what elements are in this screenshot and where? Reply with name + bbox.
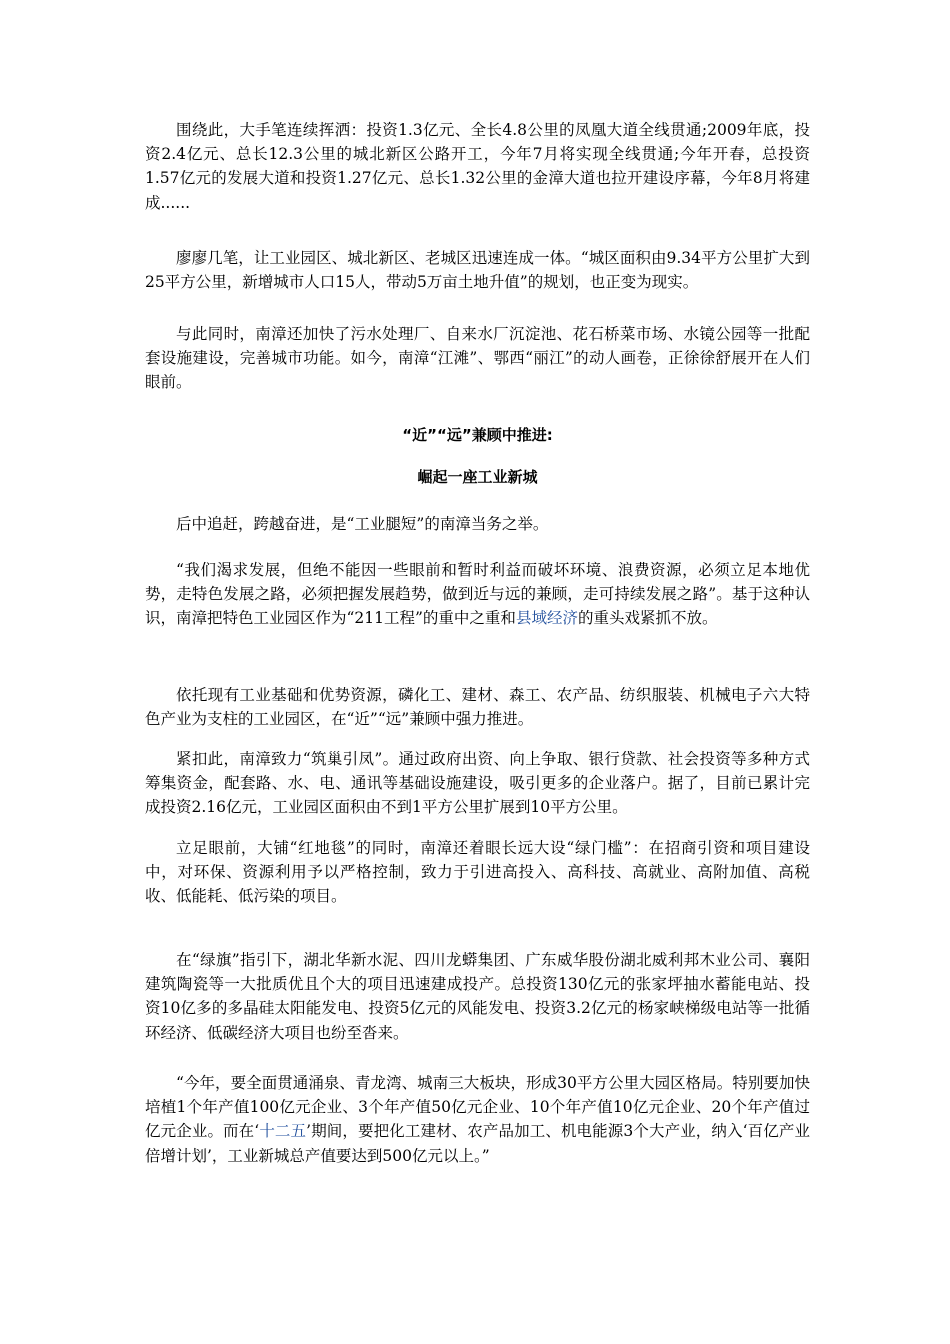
paragraph-road-construction: 围绕此，大手笔连续挥洒：投资1.3亿元、全长4.8公里的凤凰大道全线贯通;2009年底，投资2.4亿元、总长12.3公里的城北新区公路开工，今年7月将实现全线贯通;今年开春，总投资1.57亿元的发展大道和投资1.27亿元、总长1.32公里的金漳大道也拉开建设序幕，今年8月将建成...... (145, 121, 810, 212)
section-heading-line1: “近”“远”兼顾中推进: (402, 426, 553, 444)
paragraph-urban-facilities: 与此同时，南漳还加快了污水处理厂、自来水厂沉淀池、花石桥菜市场、水镜公园等一批配套设施建设，完善城市功能。如今，南漳“江滩”、鄂西“丽江”的动人画卷，正徐徐舒展开在人们眼前。 (145, 325, 810, 392)
section-heading-line2: 崛起一座工业新城 (417, 468, 538, 486)
paragraph-green-threshold: 立足眼前，大铺“红地毯”的同时，南漳还着眼长远大设“绿门槛”：在招商引资和项目建设中，对环保、资源利用予以严格控制，致力于引进高投入、高科技、高就业、高附加值、高税收、低能耗、低污染的项目。 (145, 839, 810, 906)
paragraph-major-projects: 在“绿旗”指引下，湖北华新水泥、四川龙蟒集团、广东威华股份湖北威利邦木业公司、襄阳建筑陶瓷等一大批质优且个大的项目迅速建成投产。总投资130亿元的张家坪抽水蓄能电站、投资10亿多的多晶硅太阳能发电、投资5亿元的风能发电、投资3.2亿元的杨家峡梯级电站等一批循环经济、低碳经济大项目也纷至沓来。 (145, 951, 810, 1042)
paragraph-text-after-link: 的重头戏紧抓不放。 (577, 609, 718, 628)
paragraph-development-quote (145, 558, 810, 631)
paragraph-text-before-link: “今年，要全面贯通涌泉、青龙湾、城南三大板块，形成30平方公里大园区格局。特别要加快培植1个年产值100亿元企业、3个年产值50亿元企业、10个年产值10亿元企业、20个年产值过亿元企业。而在‘ (145, 1074, 810, 1141)
twelfth-five-year-link[interactable]: 十二五 (259, 1122, 307, 1141)
paragraph-city-expansion: 廖廖几笔，让工业园区、城北新区、老城区迅速连成一体。“城区面积由9.34平方公里扩大到25平方公里，新增城市人口15人，带动5万亩土地升值”的规划，也正变为现实。 (145, 249, 810, 292)
paragraph-industrial-park: 依托现有工业基础和优势资源，磷化工、建材、森工、农产品、纺织服装、机械电子六大特色产业为支柱的工业园区，在“近”“远”兼顾中强力推进。 (145, 686, 810, 729)
paragraph-future-plan-quote (145, 1071, 810, 1168)
paragraph-catch-up: 后中追赶，跨越奋进，是“工业腿短”的南漳当务之举。 (176, 515, 549, 533)
paragraph-text-before-link: “我们渴求发展，但绝不能因一些眼前和暂时利益而破坏环境、浪费资源，必须立足本地优势，走特色发展之路，必须把握发展趋势，做到近与远的兼顾，走可持续发展之路”。基于这种认识，南漳把特色工业园区作为“211工程”的重中之重和 (145, 561, 810, 628)
county-economy-link[interactable]: 县域经济 (515, 609, 578, 628)
paragraph-infrastructure-investment: 紧扣此，南漳致力“筑巢引凤”。通过政府出资、向上争取、银行贷款、社会投资等多种方式筹集资金，配套路、水、电、通讯等基础设施建设，吸引更多的企业落户。据了，目前已累计完成投资2.16亿元，工业园区面积由不到1平方公里扩展到10平方公里。 (145, 750, 810, 817)
paragraph-text-after-link: ’期间，要把化工建材、农产品加工、机电能源3个大产业，纳入‘百亿产业倍增计划’，工业新城总产值要达到500亿元以上。” (145, 1122, 810, 1165)
